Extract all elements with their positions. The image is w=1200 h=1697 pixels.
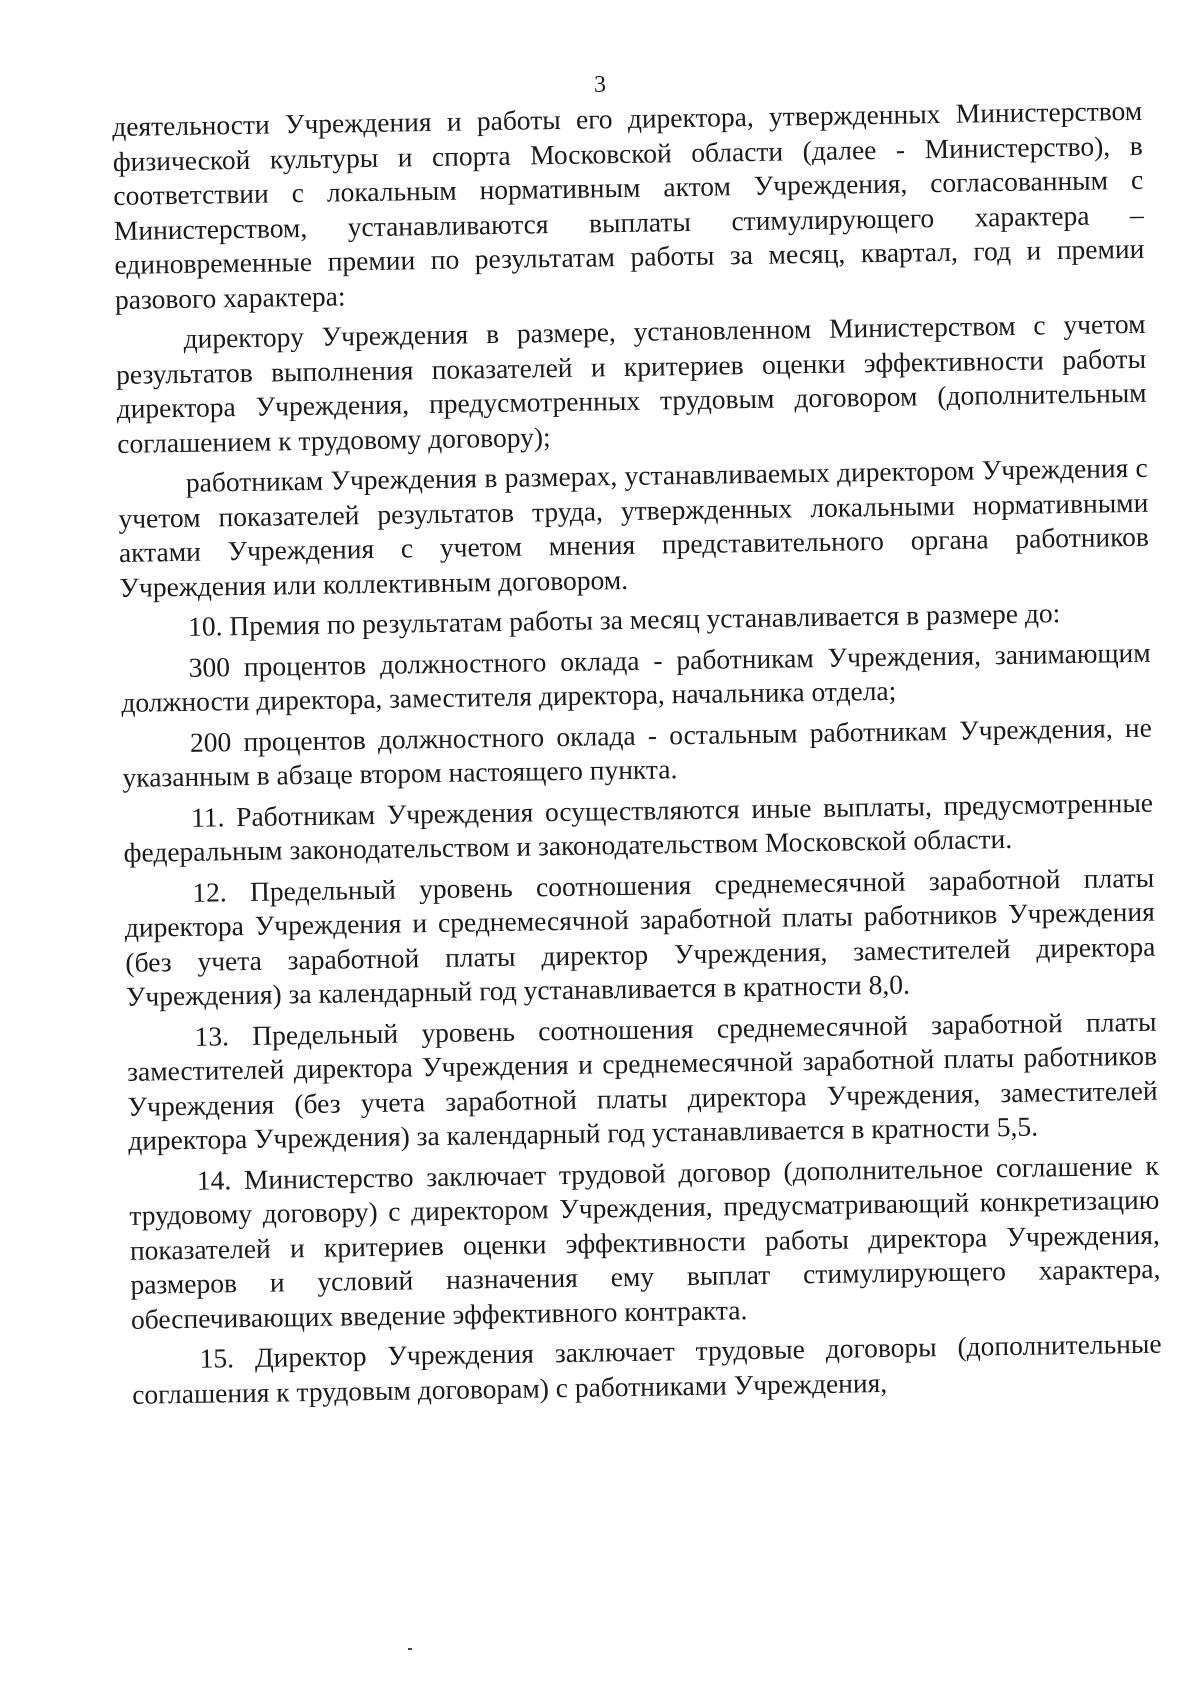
paragraph-continuation: деятельности Учреждения и работы его директора, утвержденных Министерством физической культуры и спорта Московской области (далее - Министерство), в соответствии с локальным нормативным актом Учреждения, согласованным с Министерством, устанавливаются выплаты стимулирующего характера – единовременные премии по результатам работы за месяц, квартал, год и премии разового характера: (112, 94, 1145, 315)
paragraph-15: 15. Директор Учреждения заключает трудовые договоры (дополнительные соглашения к трудовым договорам) с работниками Учреждения, (131, 1327, 1162, 1410)
page-number: 3 (594, 72, 606, 98)
paragraph-director-bonus: директору Учреждения в размере, установленном Министерством с учетом результатов выполнения показателей и критериев оценки эффективности работы директора Учреждения, предусмотренных трудовым договором (дополнительным соглашением к трудовому договору); (115, 307, 1147, 459)
paragraph-10-300-percent: 300 процентов должностного оклада - работникам Учреждения, занимающим должности директора, заместителя директора, начальника отдела; (121, 636, 1151, 718)
scan-mark (408, 1648, 412, 1650)
paragraph-10: 10. Премия по результатам работы за месяц устанавливается в размере до: (187, 597, 1061, 642)
document-body (112, 94, 1162, 1418)
paragraph-11: 11. Работникам Учреждения осуществляются иные выплаты, предусмотренные федеральным законодательством и законодательством Московской области. (123, 786, 1154, 868)
paragraph-13: 13. Предельный уровень соотношения среднемесячной заработной платы заместителей директора Учреждения и среднемесячной заработной платы работников Учреждения (без учета заработной платы директора Учреждения, заместителей директора Учреждения) за календарный год устанавливается в кратности 5,5. (126, 1005, 1158, 1156)
paragraph-10-200-percent: 200 процентов должностного оклада - остальным работникам Учреждения, не указанным в абзаце втором настоящего пункта. (122, 711, 1153, 793)
paragraph-12: 12. Предельный уровень соотношения среднемесячной заработной платы директора Учреждения и среднемесячной заработной платы работников Учреждения (без учета заработной платы директор Учреждения, заместителей директора Учреждения) за календарный год устанавливается в кратности 8,0. (124, 861, 1156, 1012)
paragraph-employees-bonus: работникам Учреждения в размерах, устанавливаемых директором Учреждения с учетом показателей результатов труда, утвержденных локальными нормативными актами Учреждения с учетом мнения представительного органа работников Учреждения или коллективным договором. (118, 451, 1150, 603)
paragraph-14: 14. Министерство заключает трудовой договор (дополнительное соглашение к трудовому договору) с директором Учреждения, предусматривающий конкретизацию показателей и критериев оценки эффективности работы директора Учреждения, размеров и условий назначения ему выплат стимулирующего характера, обеспечивающих введение эффективного контракта. (129, 1149, 1161, 1335)
